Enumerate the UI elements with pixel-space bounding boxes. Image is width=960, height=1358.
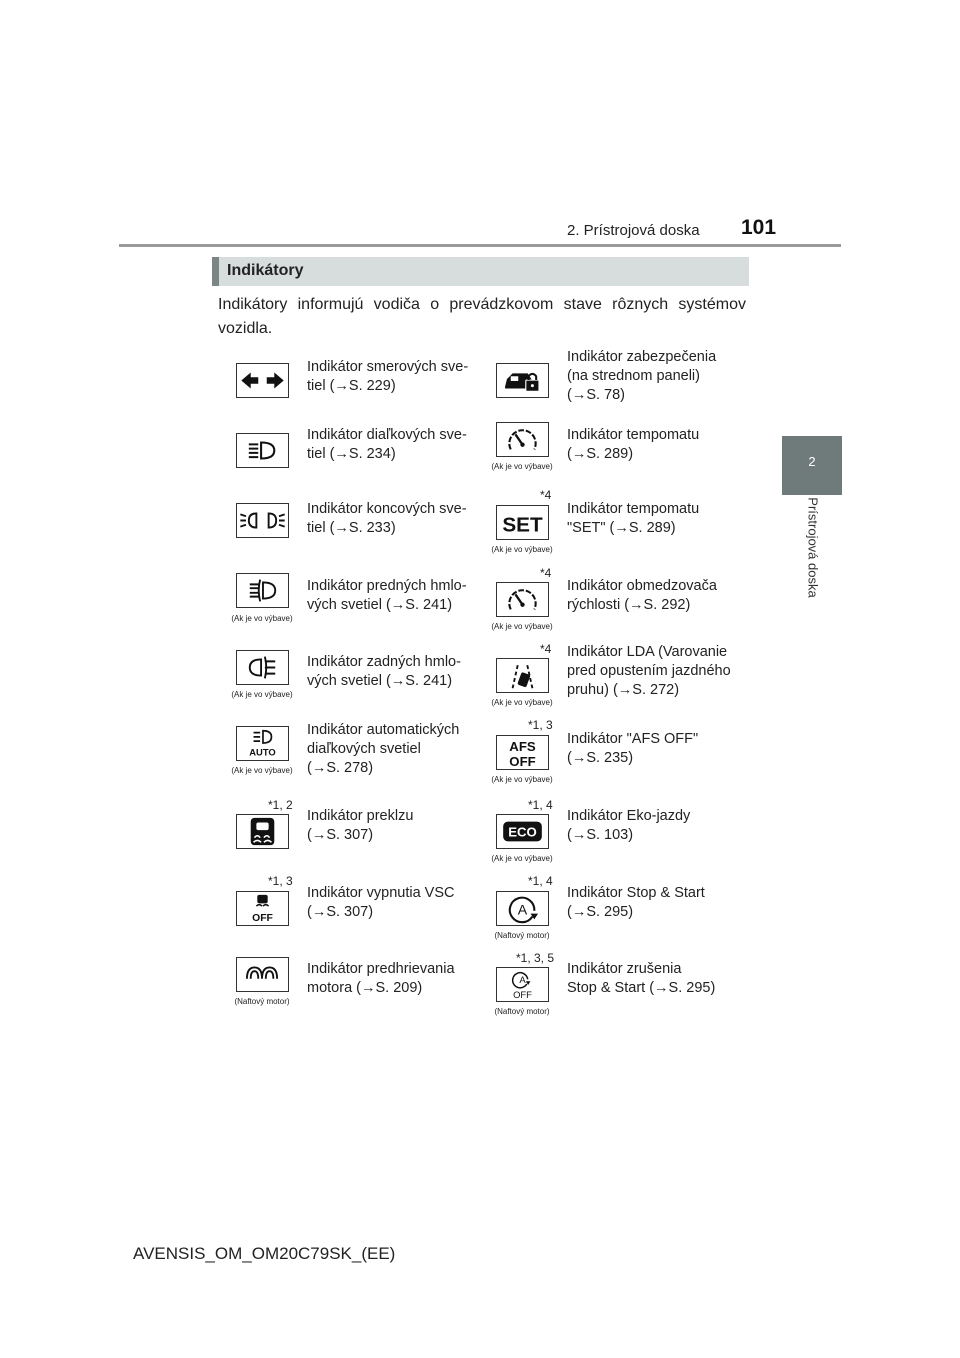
section-accent (212, 257, 219, 286)
left-item-8-text (307, 884, 485, 922)
intro-paragraph: Indikátory informujú vodiča o prevádzkovom stave rôznych systémov vozidla. (218, 296, 746, 337)
front-fog-light-icon (236, 573, 289, 608)
high-beam-icon (236, 433, 289, 468)
running-header-title: 2. Prístrojová doska (567, 222, 700, 239)
eco-drive-icon (496, 814, 549, 849)
availability-caption: (Naftový motor) (494, 931, 550, 940)
auto-label: AUTO (249, 746, 276, 758)
left-item-4-text (307, 577, 485, 615)
lda-icon (496, 658, 549, 693)
desc-line: Indikátor koncových sve- (307, 501, 467, 517)
vsc-off-icon (236, 891, 289, 926)
desc-line: motora (→S. 209) (307, 980, 423, 996)
desc-line: Indikátor LDA (Varovanie (567, 644, 728, 660)
desc-line: (→S. 103) (567, 827, 634, 843)
desc-line: Indikátor "AFS OFF" (567, 731, 699, 747)
left-item-6-text (307, 721, 485, 778)
desc-line: Indikátor Stop & Start (567, 885, 705, 901)
tail-light-icon (236, 503, 289, 538)
availability-caption: (Ak je vo výbave) (231, 690, 293, 699)
right-item-2-text (567, 426, 745, 464)
availability-caption: (Ak je vo výbave) (491, 545, 553, 554)
desc-line: Indikátor predných hmlo- (307, 578, 467, 594)
left-item-1-text (307, 358, 485, 396)
stop-start-off-icon (496, 967, 549, 1002)
desc-line: "SET" (→S. 289) (567, 520, 676, 536)
header-divider (119, 244, 841, 247)
desc-line: (→S. 78) (567, 387, 626, 403)
footnote-marker: *4 (540, 566, 552, 580)
availability-caption: (Ak je vo výbave) (491, 698, 553, 707)
desc-line: diaľkových svetiel (307, 741, 421, 757)
right-item-3-text (567, 500, 745, 538)
chapter-tab-number: 2 (808, 454, 816, 469)
availability-caption: (Ak je vo výbave) (491, 462, 553, 471)
left-item-2-text (307, 426, 485, 464)
left-item-5-text (307, 653, 485, 691)
desc-line: vých svetiel (→S. 241) (307, 673, 453, 689)
a-label: A (517, 901, 528, 918)
desc-line: (→S. 307) (307, 827, 374, 843)
chapter-side-label: Prístrojová doska (805, 497, 821, 598)
footnote-marker: *4 (540, 488, 552, 502)
set-label: SET (502, 513, 543, 537)
slip-indicator-icon (236, 814, 289, 849)
left-item-9-text (307, 960, 485, 998)
availability-caption: (Ak je vo výbave) (491, 622, 553, 631)
availability-caption: (Naftový motor) (494, 1007, 550, 1016)
cruise-control-icon (496, 422, 549, 457)
desc-line: Indikátor vypnutia VSC (307, 885, 455, 901)
eco-label: ECO (508, 824, 537, 840)
turn-signal-icon (236, 363, 289, 398)
section-heading-bar (212, 257, 749, 286)
left-item-3-text (307, 500, 485, 538)
footnote-marker: *1, 4 (528, 874, 553, 888)
footnote-marker: *4 (540, 642, 552, 656)
right-item-6-text (567, 730, 745, 768)
desc-line: Indikátor diaľkových sve- (307, 427, 467, 443)
desc-line: Indikátor Eko-jazdy (567, 808, 691, 824)
footnote-marker: *1, 4 (528, 798, 553, 812)
off-label: OFF (252, 913, 273, 925)
desc-line: Indikátor predhrievania (307, 961, 455, 977)
off-label: OFF (513, 989, 532, 1001)
a-label: A (519, 974, 526, 986)
desc-line: pred opustením jazdného (567, 663, 731, 679)
desc-line: Stop & Start (→S. 295) (567, 980, 716, 996)
desc-line: (→S. 307) (307, 904, 374, 920)
desc-line: Indikátor automatických (307, 722, 460, 738)
desc-line: rýchlosti (→S. 292) (567, 597, 691, 613)
desc-line: (→S. 278) (307, 760, 374, 776)
desc-line: tiel (→S. 233) (307, 520, 396, 536)
desc-line: Indikátor tempomatu (567, 501, 700, 517)
right-item-5-text (567, 643, 745, 700)
right-item-1-text (567, 348, 745, 405)
desc-line: Indikátor preklzu (307, 808, 414, 824)
footnote-marker: *1, 3 (268, 874, 293, 888)
auto-high-beam-icon (236, 726, 289, 761)
desc-line: tiel (→S. 234) (307, 446, 396, 462)
page-number: 101 (741, 216, 777, 239)
desc-line: Indikátor tempomatu (567, 427, 700, 443)
availability-caption: (Ak je vo výbave) (491, 775, 553, 784)
desc-line: Indikátor obmedzovača (567, 578, 717, 594)
right-item-9-text (567, 960, 745, 998)
desc-line: pruhu) (→S. 272) (567, 682, 680, 698)
off-label: OFF (509, 754, 536, 769)
footnote-marker: *1, 2 (268, 798, 293, 812)
desc-line: Indikátor zrušenia (567, 961, 682, 977)
desc-line: Indikátor zabezpečenia (567, 349, 717, 365)
afs-label: AFS (509, 739, 536, 755)
stop-start-icon (496, 891, 549, 926)
cruise-set-icon (496, 505, 549, 540)
security-indicator-icon (496, 363, 549, 398)
desc-line: (→S. 235) (567, 750, 634, 766)
right-item-7-text (567, 807, 745, 845)
speed-limiter-icon (496, 582, 549, 617)
desc-line: (→S. 295) (567, 904, 634, 920)
right-item-8-text (567, 884, 745, 922)
glow-plug-icon (236, 957, 289, 992)
desc-line: Indikátor zadných hmlo- (307, 654, 461, 670)
desc-line: Indikátor smerových sve- (307, 359, 469, 375)
desc-line: tiel (→S. 229) (307, 378, 396, 394)
footnote-marker: *1, 3, 5 (516, 951, 555, 965)
availability-caption: (Ak je vo výbave) (491, 854, 553, 863)
footnote-marker: *1, 3 (528, 718, 553, 732)
availability-caption: (Ak je vo výbave) (231, 766, 293, 775)
availability-caption: (Naftový motor) (234, 997, 290, 1006)
desc-line: vých svetiel (→S. 241) (307, 597, 453, 613)
document-footer-code: AVENSIS_OM_OM20C79SK_(EE) (133, 1244, 396, 1263)
right-item-4-text (567, 577, 745, 615)
availability-caption: (Ak je vo výbave) (231, 614, 293, 623)
left-item-7-text (307, 807, 485, 845)
desc-line: (→S. 289) (567, 446, 634, 462)
section-title: Indikátory (227, 262, 304, 279)
rear-fog-light-icon (236, 650, 289, 685)
afs-off-icon (496, 735, 549, 770)
desc-line: (na strednom paneli) (567, 368, 700, 384)
